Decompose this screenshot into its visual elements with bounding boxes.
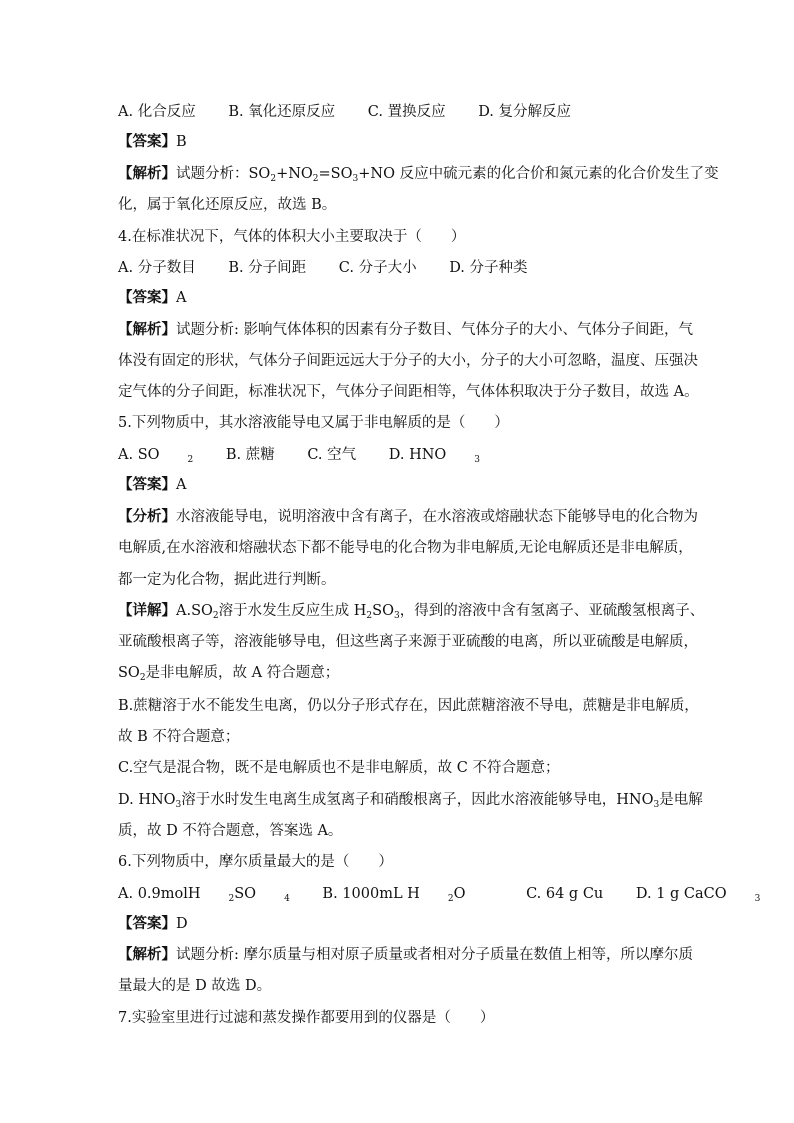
q5-detail-d-line-2: 质，故 D 不符合题意，答案选 A。 bbox=[118, 823, 343, 839]
subscript: 3 bbox=[754, 894, 761, 904]
q3-analysis-line-2: 化，属于氧化还原反应，故选 B。 bbox=[118, 197, 337, 213]
answer-label: 【答案】 bbox=[118, 476, 176, 493]
text: 溶于水发生反应生成 H bbox=[218, 603, 367, 619]
q5-answer bbox=[118, 473, 186, 497]
answer-value: D bbox=[176, 916, 188, 932]
q3-option-c: C. 置换反应 bbox=[367, 104, 446, 120]
text: A. 0.9molH bbox=[118, 886, 201, 902]
subscript: 3 bbox=[653, 800, 660, 810]
q3-answer bbox=[118, 130, 187, 154]
text: +NO 反应中硫元素的化合价和氮元素的化合价发生了变 bbox=[358, 166, 719, 182]
q4-option-d: D. 分子种类 bbox=[449, 260, 528, 276]
analysis-label: 【解析】 bbox=[118, 946, 176, 963]
q4-option-b: B. 分子间距 bbox=[228, 260, 307, 276]
text: 水溶液能导电，说明溶液中含有离子，在水溶液或熔融状态下能够导电的化合物为 bbox=[176, 509, 698, 525]
q5-question: 5.下列物质中，其水溶液能导电又属于非电解质的是（ ） bbox=[118, 415, 509, 431]
answer-value: A bbox=[176, 477, 187, 493]
text: D. HNO bbox=[388, 447, 447, 463]
subscript: 3 bbox=[393, 611, 400, 621]
q5-detail-line-2: 亚硫酸根离子等，溶液能够导电，但这些离子来源于亚硫酸的电离，所以亚硫酸是电解质， bbox=[118, 634, 698, 650]
q6-option-b bbox=[322, 886, 493, 902]
q6-option-c: C. 64 g Cu bbox=[526, 886, 604, 902]
answer-value: A bbox=[176, 290, 187, 306]
q6-option-d bbox=[636, 886, 761, 902]
subscript: 2 bbox=[366, 611, 373, 621]
analysis-label: 【解析】 bbox=[118, 321, 176, 338]
text: SO bbox=[118, 665, 140, 681]
answer-label: 【答案】 bbox=[118, 289, 176, 306]
q4-answer bbox=[118, 286, 186, 310]
q5-detail-line-1 bbox=[118, 599, 704, 623]
text: +NO bbox=[276, 166, 313, 182]
q5-option-a bbox=[118, 447, 193, 463]
q5-options bbox=[118, 443, 508, 467]
q3-option-a: A. 化合反应 bbox=[118, 104, 196, 120]
q6-analysis-line-2: 量最大的是 D 故选 D。 bbox=[118, 978, 272, 994]
subscript: 2 bbox=[139, 673, 146, 683]
text: ，得到的溶液中含有氢离子、亚硫酸氢根离子、 bbox=[399, 603, 705, 619]
q6-question: 6.下列物质中，摩尔质量最大的是（ ） bbox=[118, 854, 393, 870]
q3-analysis-line-1 bbox=[118, 162, 719, 186]
q4-options bbox=[118, 256, 556, 280]
subscript: 2 bbox=[270, 174, 277, 184]
text: =SO bbox=[318, 166, 353, 182]
q5-fenxi-line-3: 都一定为化合物，据此进行判断。 bbox=[118, 572, 336, 588]
q5-fenxi-line-1 bbox=[118, 505, 698, 529]
q5-detail-b-line-2: 故 B 不符合题意； bbox=[118, 729, 240, 745]
fenxi-label: 【分析】 bbox=[118, 508, 176, 525]
subscript: 4 bbox=[284, 894, 290, 904]
q5-detail-c-line: C.空气是混合物，既不是电解质也不是非电解质，故 C 不符合题意； bbox=[118, 760, 560, 776]
text: B. 1000mL H bbox=[322, 886, 420, 902]
text: A. SO bbox=[118, 447, 160, 463]
q4-analysis-line-2: 体没有固定的形状，气体分子间距远远大于分子的大小，分子的大小可忽略，温度、压强决 bbox=[118, 353, 698, 369]
answer-label: 【答案】 bbox=[118, 915, 176, 932]
text: SO bbox=[372, 603, 394, 619]
subscript: 3 bbox=[175, 800, 182, 810]
q5-detail-b-line-1: B.蔗糖溶于水不能发生电离，仍以分子形式存在，因此蔗糖溶液不导电，蔗糖是非电解质， bbox=[118, 698, 699, 714]
q4-option-a: A. 分子数目 bbox=[118, 260, 196, 276]
q5-detail-d-line-1 bbox=[118, 788, 703, 812]
q5-option-c: C. 空气 bbox=[307, 447, 357, 463]
answer-label: 【答案】 bbox=[118, 133, 176, 150]
text: SO bbox=[234, 886, 257, 902]
text: 试题分析: 影响气体体积的因素有分子数目、气体分子的大小、气体分子间距，气 bbox=[176, 322, 693, 338]
q5-option-d bbox=[389, 447, 480, 463]
q4-question: 4.在标准状况下，气体的体积大小主要取决于（ ） bbox=[118, 229, 466, 245]
detail-label: 【详解】 bbox=[118, 602, 176, 619]
text: 溶于水时发生电离生成氢离子和硝酸根离子，因此水溶液能够导电，HNO bbox=[181, 792, 654, 808]
text: 试题分析：SO bbox=[176, 166, 271, 182]
subscript: 2 bbox=[212, 611, 219, 621]
q3-option-d: D. 复分解反应 bbox=[478, 104, 572, 120]
q6-answer bbox=[118, 912, 188, 936]
subscript: 2 bbox=[312, 174, 319, 184]
text: 试题分析: 摩尔质量与相对原子质量或者相对分子质量在数值上相等，所以摩尔质 bbox=[176, 947, 693, 963]
text: D. 1 g CaCO bbox=[635, 886, 727, 902]
q6-option-a bbox=[118, 886, 290, 902]
q5-detail-line-3 bbox=[118, 661, 339, 685]
q5-fenxi-line-2: 电解质,在水溶液和熔融状态下都不能导电的化合物为非电解质,无论电解质还是非电解质， bbox=[118, 540, 693, 556]
subscript: 2 bbox=[228, 894, 235, 904]
text: O bbox=[453, 886, 466, 902]
subscript: 2 bbox=[447, 894, 454, 904]
analysis-label: 【解析】 bbox=[118, 165, 176, 182]
q5-option-b: B. 蔗糖 bbox=[225, 447, 275, 463]
q4-analysis-line-3: 定气体的分子间距，标准状况下，气体分子间距相等，气体体积取决于分子数目，故选 A。 bbox=[118, 384, 699, 400]
q3-option-b: B. 氧化还原反应 bbox=[228, 104, 336, 120]
q4-option-c: C. 分子大小 bbox=[338, 260, 417, 276]
q3-options bbox=[118, 100, 599, 124]
text: 是电解 bbox=[659, 792, 703, 808]
q6-options bbox=[118, 882, 788, 906]
text: 是非电解质，故 A 符合题意； bbox=[145, 665, 340, 681]
q6-analysis-line-1 bbox=[118, 943, 693, 967]
subscript: 3 bbox=[352, 174, 359, 184]
text: D. HNO bbox=[118, 792, 176, 808]
answer-value: B bbox=[176, 134, 187, 150]
subscript: 2 bbox=[187, 455, 194, 465]
q4-analysis-line-1 bbox=[118, 318, 693, 342]
text: A.SO bbox=[176, 603, 213, 619]
q7-question: 7.实验室里进行过滤和蒸发操作都要用到的仪器是（ ） bbox=[118, 1010, 495, 1026]
subscript: 3 bbox=[474, 455, 481, 465]
